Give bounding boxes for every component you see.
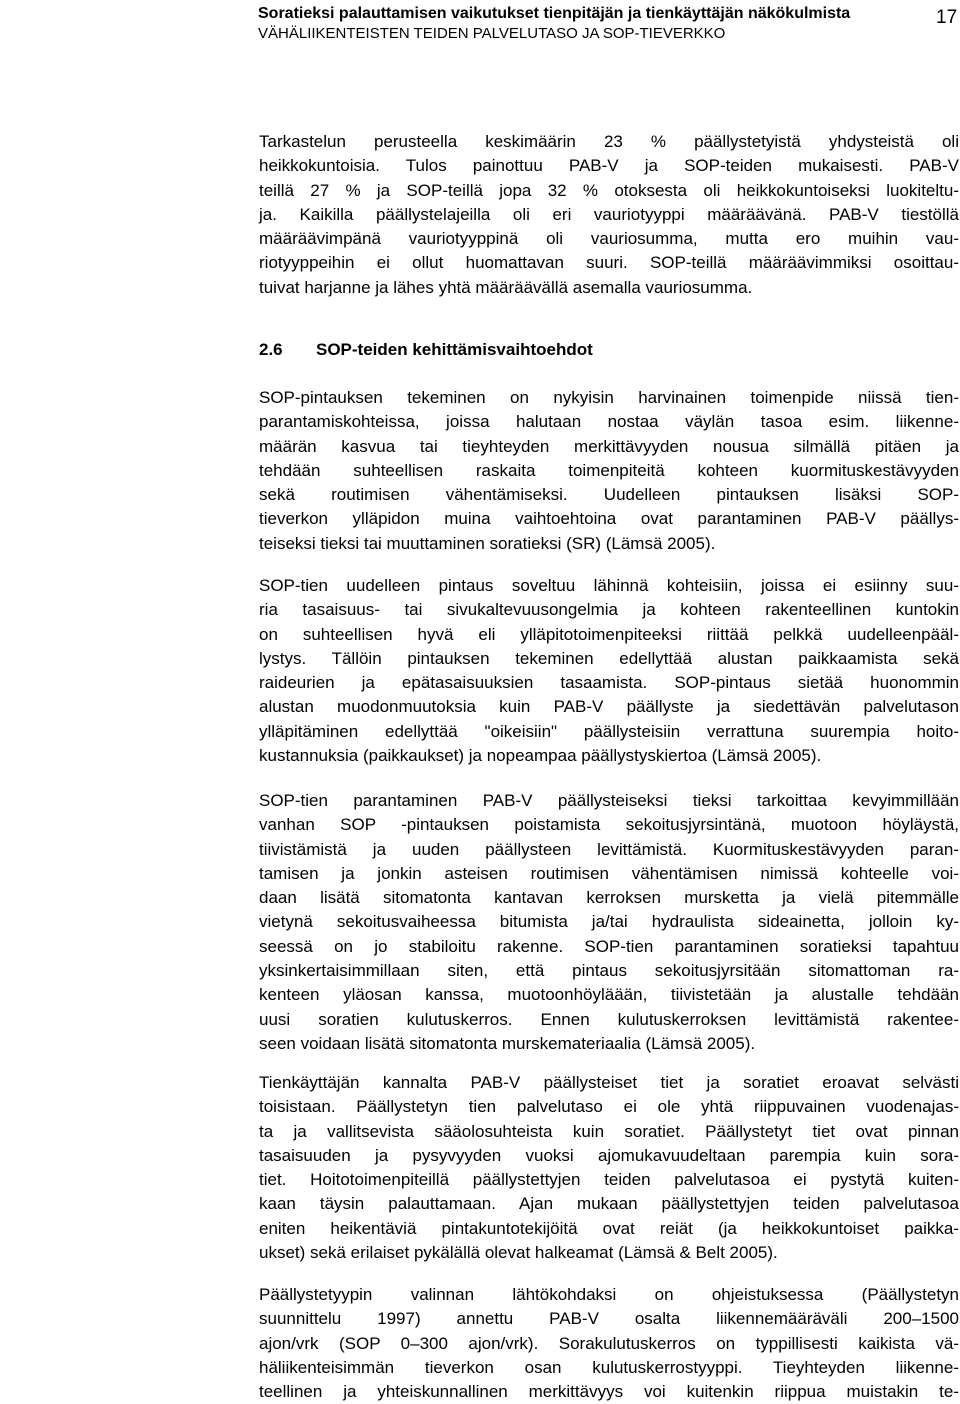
text-line: yksinkertaisimmillaan siten, että pintaus sekoitusjyrsitään sitomattoman ra- — [259, 961, 959, 981]
text-line: tiet. Hoitotoimenpiteillä päällystettyjen teiden palvelutasoa ei pystytä kuiten- — [259, 1170, 959, 1190]
text-line: ta ja vallitsevista sääolosuhteista kuin soratiet. Päällystetyt tiet ovat pinnan — [259, 1121, 959, 1141]
text-line: Tarkastelun perusteella keskimäärin 23 % päällystetyistä yhdysteistä oli — [259, 132, 959, 151]
text-line: suunnittelu 1997) annettu PAB-V osalta liikennemääräväli 200–1500 — [259, 1309, 959, 1329]
text-line: kaan täysin palauttamaan. Ajan mukaan päällystettyjen teiden palvelutasoa — [259, 1194, 959, 1214]
text-line: tuivat harjanne ja lähes yhtä määräävällä asemalla vauriosumma. — [259, 277, 753, 297]
text-line: ajon/vrk (SOP 0–300 ajon/vrk). Sorakulutuskerros on typpillisesti kaikista vä- — [259, 1333, 959, 1353]
text-line: sekä routimisen vähentämiseksi. Uudelleen pintauksen lisäksi SOP- — [259, 485, 959, 505]
text-line: kenteen yläosan kanssa, muotoonhöyläään, tiivistetään ja alustalle tehdään — [259, 985, 959, 1005]
text-line: tieverkon ylläpidon muina vaihtoehtoina ovat parantaminen PAB-V päällys- — [259, 509, 959, 529]
page-number: 17 — [936, 7, 958, 28]
text-line: ukset) sekä erilaiset pykälällä olevat halkeamat (Lämsä & Belt 2005). — [259, 1243, 778, 1263]
text-line: vietynä sekoitusvaiheessa bitumista ja/tai hydraulista sideainetta, jolloin ky- — [259, 912, 959, 932]
text-line: tasaisuuden ja pysyvyyden vuoksi ajomukavuudeltaan parempia kuin sora- — [259, 1145, 959, 1165]
text-line: parantamiskohteissa, joissa halutaan nostaa väylän tasoa esim. liikenne- — [259, 412, 959, 432]
text-line: Päällystetyypin valinnan lähtökohdaksi on ohjeistuksessa (Päällystetyn — [259, 1285, 959, 1304]
text-line: tehdään suhteellisen raskaita toimenpiteitä kohteen kuormituskestävyyden — [259, 460, 959, 480]
text-line: riotyyppeihin ei ollut huomattavan suuri. SOP-teillä määräävimmiksi osoittau- — [259, 253, 959, 273]
text-line: SOP-tien parantaminen PAB-V päällysteiseksi tieksi tarkoittaa kevyimmillään — [259, 791, 959, 810]
text-line: SOP-tien uudelleen pintaus soveltuu lähinnä kohteisiin, joissa ei esiinny suu- — [259, 576, 959, 595]
text-line: daan lisätä sitomatonta kantavan kerroksen mursketta ja vielä pitemmälle — [259, 888, 959, 908]
text-line: tiivistämistä ja uuden päällysteen levittämistä. Kuormituskestävyyden paran- — [259, 839, 959, 859]
text-line: raideurien ja epätasaisuuksien tasaamista. SOP-pintaus sietää huonommin — [259, 673, 959, 693]
text-line: Tienkäyttäjän kannalta PAB-V päällysteiset tiet ja soratiet eroavat selvästi — [259, 1073, 959, 1092]
text-line: heikkokuntoisia. Tulos painottuu PAB-V ja SOP-teiden mukaisesti. PAB-V — [259, 156, 959, 176]
text-line: teiseksi tieksi tai muuttaminen soratieksi (SR) (Lämsä 2005). — [259, 533, 716, 553]
page-header — [258, 4, 958, 44]
text-line: toisistaan. Päällystetyn tien palvelutaso ei ole yhtä riippuvainen vuodenajas- — [259, 1097, 959, 1117]
text-line: ria tasaisuus- tai sivukaltevuusongelmia ja kohteen rakenteellinen kuntokin — [259, 600, 959, 620]
paragraph — [259, 1283, 959, 1404]
header-subtitle: VÄHÄLIIKENTEISTEN TEIDEN PALVELUTASO JA SOP-TIEVERKKO — [258, 25, 726, 42]
text-line: seessä on jo stabiloitu rakenne. SOP-tien parantaminen soratieksi tapahtuu — [259, 936, 959, 956]
text-line: määrän kasvua tai tieyhteyden merkittävyyden nousua silmällä pitäen ja — [259, 436, 959, 456]
text-line: teellinen ja yhteiskunnallinen merkittävyys voi kuitenkin riippua muistakin te- — [259, 1382, 959, 1402]
section-number: 2.6 — [259, 340, 283, 359]
text-line: häliikenteisimmän tieverkon osan kulutuskerrostyyppi. Tieyhteyden liikenne- — [259, 1357, 959, 1377]
header-title: Soratieksi palauttamisen vaikutukset tienpitäjän ja tienkäyttäjän näkökulmista — [258, 5, 851, 22]
text-line: kustannuksia (paikkaukset) ja nopeampaa päällystyskiertoa (Lämsä 2005). — [259, 746, 822, 766]
paragraph — [259, 1071, 959, 1265]
paragraph — [259, 789, 959, 1056]
paragraph — [259, 130, 959, 300]
paragraph — [259, 386, 959, 556]
text-line: lystys. Tällöin pintauksen tekeminen edellyttää alustan paikkaamista sekä — [259, 648, 959, 668]
text-line: ylläpitäminen edellyttää "oikeisiin" päällysteisiin verrattuna suurempia hoito- — [259, 721, 959, 741]
text-line: alustan muodonmuutoksia kuin PAB-V päällyste ja siedettävän palvelutason — [259, 697, 959, 717]
text-line: teillä 27 % ja SOP-teillä jopa 32 % otoksesta oli heikkokuntoiseksi luokiteltu- — [259, 180, 959, 200]
text-line: seen voidaan lisätä sitomatonta murskemateriaalia (Lämsä 2005). — [259, 1033, 756, 1053]
section-title: SOP-teiden kehittämisvaihtoehdot — [316, 340, 593, 359]
text-line: tamisen ja jonkin asteisen routimisen vähentämisen nimissä kohteelle voi- — [259, 863, 959, 883]
text-line: SOP-pintauksen tekeminen on nykyisin harvinainen toimenpide niissä tien- — [259, 388, 959, 407]
text-line: määräävimpänä vauriotyyppinä oli vauriosumma, mutta ero muihin vau- — [259, 229, 959, 249]
section-heading — [259, 338, 593, 362]
text-line: eniten heikentäviä pintakuntotekijöitä ovat reiät (ja heikkokuntoiset paikka- — [259, 1218, 959, 1238]
text-line: vanhan SOP -pintauksen poistamista sekoitusjyrsintänä, muotoon höyläystä, — [259, 815, 959, 835]
paragraph — [259, 574, 959, 768]
text-line: on suhteellisen hyvä eli ylläpitotoimenpiteeksi riittää pelkkä uudelleenpääl- — [259, 624, 959, 644]
text-line: uusi soratien kulutuskerros. Ennen kulutuskerroksen levittämistä rakentee- — [259, 1009, 959, 1029]
text-line: ja. Kaikilla päällystelajeilla oli eri vauriotyyppi määräävänä. PAB-V tiestöllä — [259, 204, 959, 224]
